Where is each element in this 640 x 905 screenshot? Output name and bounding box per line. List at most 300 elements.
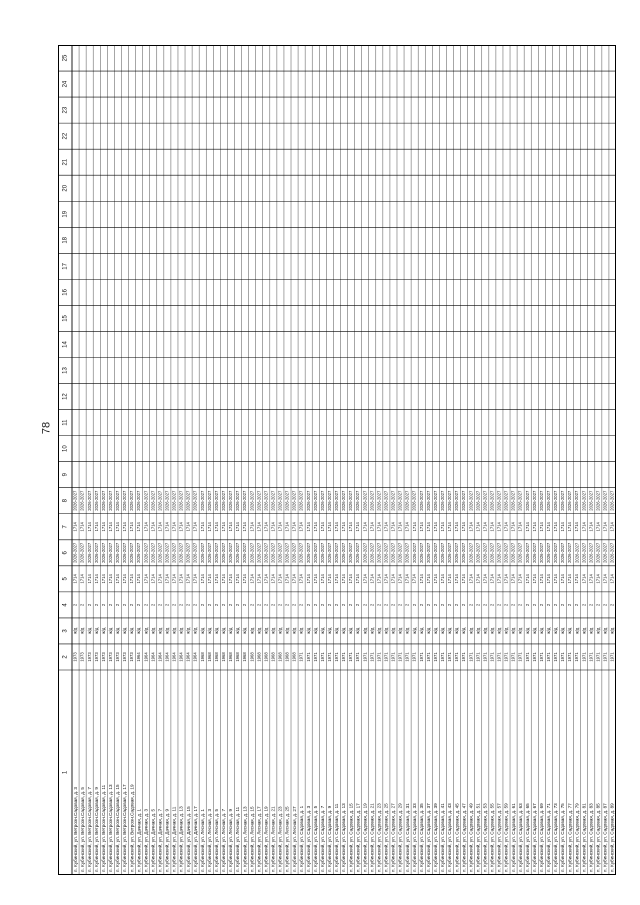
table-cell: 1973 [93, 652, 99, 662]
table-cell: 1714 [221, 522, 227, 532]
table-cell: 1714 [228, 522, 234, 532]
table-cell: 2 [72, 603, 78, 607]
table-cell: 1971 [517, 652, 523, 662]
table-cell: 1714 [326, 574, 332, 584]
table-cell: 1714 [171, 574, 177, 584]
table-cell: 2026-2027 [341, 490, 347, 511]
table-cell: 2026-2027 [305, 542, 311, 563]
table-cell: 1714 [256, 522, 262, 532]
table-cell: 1714 [376, 522, 382, 532]
table-cell: 2 [79, 603, 85, 607]
address-cell: п. Кубинский, ул. Садовая, д. 25 [383, 803, 389, 872]
table-cell: 1968 [199, 652, 205, 662]
table-cell: 1971 [602, 652, 608, 662]
table-cell: 2026-2027 [298, 542, 304, 563]
table-cell: 2026-2027 [581, 490, 587, 511]
table-cell: 1714 [447, 522, 453, 532]
table-cell: 2026-2027 [531, 542, 537, 563]
table-cell: ж/д [348, 627, 354, 635]
table-cell: 2026-2027 [545, 490, 551, 511]
table-cell: 2026-2027 [263, 542, 269, 563]
table-cell: 2 [164, 603, 170, 607]
table-cell: 1973 [115, 652, 121, 662]
table-cell: ж/д [545, 627, 551, 635]
address-cell: п. Кубинский, ул. Дачная, д. 15 [185, 806, 191, 872]
table-cell: ж/д [192, 627, 198, 635]
table-cell: 2 [531, 603, 537, 607]
table-cell: 2026-2027 [334, 542, 340, 563]
table-cell: 2026-2027 [489, 542, 495, 563]
address-cell: п. Кубинский, ул. Садовая, д. 47 [461, 803, 467, 872]
table-cell: 2026-2027 [475, 490, 481, 511]
table-cell: 1714 [411, 522, 417, 532]
table-cell: 1714 [164, 574, 170, 584]
table-cell: ж/д [447, 627, 453, 635]
table-cell: 2 [538, 603, 544, 607]
table-cell: 1714 [560, 574, 566, 584]
address-cell: п. Кубинский, ул. Садовая, д. 59 [503, 803, 509, 872]
table-cell: 1714 [369, 574, 375, 584]
table-cell: ж/д [79, 627, 85, 635]
table-cell: 1714 [496, 522, 502, 532]
table-cell: 2 [348, 603, 354, 607]
table-cell: 1714 [235, 522, 241, 532]
address-cell: п. Кубинский, ул. Ветроэн.Садовая, д. 3 [72, 787, 78, 872]
table-cell: 1714 [206, 574, 212, 584]
table-cell: ж/д [326, 627, 332, 635]
address-cell: п. Кубинский, ул. Садовая, д. 29 [397, 803, 403, 872]
table-cell: 1714 [334, 522, 340, 532]
table-cell: 2 [553, 603, 559, 607]
table-cell: 1714 [588, 574, 594, 584]
table-cell: 1714 [312, 574, 318, 584]
table-cell: ж/д [150, 627, 156, 635]
column-number: 2 [62, 655, 69, 659]
table-cell: 2026-2027 [284, 542, 290, 563]
table-cell: 1714 [277, 574, 283, 584]
table-cell: 2026-2027 [454, 542, 460, 563]
table-cell: ж/д [567, 627, 573, 635]
table-cell: 1714 [178, 522, 184, 532]
table-cell: ж/д [157, 627, 163, 635]
table-cell: ж/д [609, 627, 615, 635]
table-cell: 1971 [454, 652, 460, 662]
table-cell: 1714 [404, 522, 410, 532]
table-cell: 2026-2027 [185, 490, 191, 511]
table-cell: 2026-2027 [213, 490, 219, 511]
table-cell: 2 [574, 603, 580, 607]
table-cell: 1714 [390, 522, 396, 532]
table-cell: ж/д [390, 627, 396, 635]
table-cell: 1714 [86, 522, 92, 532]
table-svg [58, 45, 616, 875]
column-number: 11 [62, 419, 69, 426]
table-cell: ж/д [581, 627, 587, 635]
table-cell: 1714 [482, 522, 488, 532]
table-cell: 2026-2027 [531, 490, 537, 511]
table-cell: ж/д [595, 627, 601, 635]
table-cell: 1714 [143, 522, 149, 532]
table-cell: 2026-2027 [404, 490, 410, 511]
table-cell: 2 [143, 603, 149, 607]
table-cell: 1714 [185, 574, 191, 584]
table-cell: 1714 [574, 522, 580, 532]
table-cell: 2 [263, 603, 269, 607]
table-cell: 2026-2027 [129, 490, 135, 511]
table-cell: 1714 [411, 574, 417, 584]
address-cell: п. Кубинский, ул. Дачная, д. 11 [171, 806, 177, 872]
address-cell: п. Кубинский, ул. Дачная, д. 1 [136, 808, 142, 872]
table-cell: 1714 [277, 522, 283, 532]
column-number: 1 [62, 770, 69, 775]
table-cell: 2 [86, 603, 92, 607]
table-cell: 1714 [348, 574, 354, 584]
table-cell: 1714 [164, 522, 170, 532]
table-cell: 1714 [72, 574, 78, 584]
table-cell: 2026-2027 [122, 542, 128, 563]
address-cell: п. Кубинский, ул. Садовая, д. 39 [433, 803, 439, 872]
table-cell: ж/д [538, 627, 544, 635]
table-cell: ж/д [305, 627, 311, 635]
table-cell: 2 [298, 603, 304, 607]
address-cell: п. Кубинский, ул. Дачная, д. 5 [150, 808, 156, 872]
address-cell: п. Кубинский, ул. Ветроэн.Садовая, д. 15 [115, 784, 121, 872]
table-cell: 1714 [115, 522, 121, 532]
table-cell: 1714 [228, 574, 234, 584]
table-cell: 2026-2027 [150, 490, 156, 511]
table-cell: 2 [206, 603, 212, 607]
address-cell: п. Кубинский, ул. Лесная, д. 15 [249, 806, 255, 872]
column-number: 22 [62, 132, 69, 140]
address-cell: п. Кубинский, ул. Садовая, д. 89 [609, 803, 615, 872]
table-cell: 2026-2027 [164, 542, 170, 563]
table-cell: 1714 [560, 522, 566, 532]
table-cell: 2 [397, 603, 403, 607]
address-cell: п. Кубинский, ул. Ветроэн.Садовая, д. 19 [129, 784, 135, 872]
table-cell: ж/д [383, 627, 389, 635]
address-cell: п. Кубинский, ул. Садовая, д. 9 [327, 805, 333, 872]
table-cell: 1714 [122, 574, 128, 584]
table-cell: 2 [517, 603, 523, 607]
table-cell: 2 [122, 603, 128, 607]
table-cell: ж/д [256, 627, 262, 635]
table-cell: 1971 [482, 652, 488, 662]
table-border [59, 46, 616, 875]
address-cell: п. Кубинский, ул. Лесная, д. 21 [270, 806, 276, 872]
table-cell: 1968 [242, 652, 248, 662]
table-cell: 1714 [319, 522, 325, 532]
table-cell: ж/д [319, 627, 325, 635]
table-cell: 2026-2027 [496, 542, 502, 563]
column-number: 25 [62, 54, 69, 62]
table-cell: 2026-2027 [72, 542, 78, 563]
table-cell: 2026-2027 [242, 542, 248, 563]
table-cell: 1714 [432, 574, 438, 584]
column-number: 15 [62, 315, 69, 322]
table-cell: 1714 [298, 522, 304, 532]
table-cell: 2026-2027 [312, 490, 318, 511]
table-cell: 1714 [100, 522, 106, 532]
table-cell: 2 [447, 603, 453, 607]
table-cell: 1714 [390, 574, 396, 584]
table-cell: 1714 [86, 574, 92, 584]
table-cell: 2026-2027 [482, 490, 488, 511]
table-cell: 2026-2027 [157, 542, 163, 563]
column-number: 8 [62, 499, 69, 503]
table-cell: 1714 [100, 574, 106, 584]
table-cell: 2026-2027 [567, 490, 573, 511]
table-cell: ж/д [122, 627, 128, 635]
table-cell: 1714 [93, 574, 99, 584]
table-cell: 1971 [567, 652, 573, 662]
address-cell: п. Кубинский, ул. Садовая, д. 17 [355, 803, 361, 872]
column-number: 4 [62, 603, 69, 607]
table-cell: 2026-2027 [397, 542, 403, 563]
column-number: 23 [62, 106, 69, 114]
table-cell: 1714 [150, 522, 156, 532]
table-cell: ж/д [341, 627, 347, 635]
table-cell: 2026-2027 [129, 542, 135, 563]
table-cell: 2026-2027 [348, 490, 354, 511]
address-cell: п. Кубинский, ул. Лесная, д. 9 [228, 808, 234, 872]
table-cell: 1971 [418, 652, 424, 662]
table-cell: ж/д [263, 627, 269, 635]
table-cell: ж/д [298, 627, 304, 635]
table-cell: 1714 [418, 522, 424, 532]
table-cell: 1971 [425, 652, 431, 662]
table-cell: 1714 [510, 574, 516, 584]
table-cell: 2026-2027 [206, 542, 212, 563]
table-cell: 1714 [305, 574, 311, 584]
table-cell: 1714 [136, 574, 142, 584]
table-cell: 2 [115, 603, 121, 607]
table-cell: 2026-2027 [270, 542, 276, 563]
table-cell: 1714 [355, 522, 361, 532]
table-cell: 2026-2027 [355, 490, 361, 511]
table-cell: 2026-2027 [235, 542, 241, 563]
table-cell: 1714 [107, 522, 113, 532]
table-cell: 2026-2027 [376, 542, 382, 563]
table-cell: 1964 [150, 652, 156, 662]
table-cell: ж/д [178, 627, 184, 635]
table-cell: 1714 [171, 522, 177, 532]
table-cell: 2 [411, 603, 417, 607]
table-cell: 2026-2027 [355, 542, 361, 563]
column-number: 14 [62, 341, 69, 348]
column-number: 12 [62, 393, 69, 400]
column-number: 3 [62, 629, 69, 633]
page-number: 78 [40, 421, 53, 435]
table-cell: 1971 [447, 652, 453, 662]
table-cell: 1714 [235, 574, 241, 584]
table-cell: 1714 [524, 574, 530, 584]
table-cell: ж/д [242, 627, 248, 635]
address-cell: п. Кубинский, ул. Лесная, д. 1 [199, 808, 205, 872]
table-cell: 1968 [213, 652, 219, 662]
table-cell: 2 [489, 603, 495, 607]
address-cell: п. Кубинский, ул. Садовая, д. 53 [482, 803, 488, 872]
table-cell: 2026-2027 [171, 490, 177, 511]
table-cell: 1971 [609, 652, 615, 662]
table-cell: 1714 [249, 522, 255, 532]
table-cell: 1714 [553, 574, 559, 584]
table-cell: 1973 [72, 652, 78, 662]
column-number: 13 [62, 367, 69, 374]
table-cell: 1971 [531, 652, 537, 662]
table-cell: 2026-2027 [411, 542, 417, 563]
table-cell: 1714 [362, 574, 368, 584]
table-cell: ж/д [277, 627, 283, 635]
table-cell: 1714 [341, 522, 347, 532]
address-cell: п. Кубинский, ул. Садовая, д. 33 [411, 803, 417, 872]
address-cell: п. Кубинский, ул. Садовая, д. 1 [298, 805, 304, 872]
table-cell: 1714 [545, 522, 551, 532]
address-cell: п. Кубинский, ул. Садовая, д. 3 [305, 805, 311, 872]
table-cell: ж/д [510, 627, 516, 635]
table-cell: 1971 [545, 652, 551, 662]
table-cell: 2026-2027 [256, 542, 262, 563]
table-cell: ж/д [171, 627, 177, 635]
table-cell: 1714 [312, 522, 318, 532]
table-cell: 1968 [235, 652, 241, 662]
table-cell: 2026-2027 [588, 542, 594, 563]
table-cell: 1968 [221, 652, 227, 662]
table-cell: 2026-2027 [588, 490, 594, 511]
table-cell: 1714 [291, 522, 297, 532]
table-cell: 2026-2027 [475, 542, 481, 563]
table-cell: 2 [256, 603, 262, 607]
table-cell: 2026-2027 [291, 490, 297, 511]
table-cell: 1714 [72, 522, 78, 532]
table-cell: 2026-2027 [489, 490, 495, 511]
table-cell: 2026-2027 [319, 542, 325, 563]
table-cell: 1973 [129, 652, 135, 662]
table-cell: 2026-2027 [447, 490, 453, 511]
table-cell: 1714 [588, 522, 594, 532]
address-cell: п. Кубинский, ул. Лесная, д. 11 [235, 806, 241, 872]
address-cell: п. Кубинский, ул. Садовая, д. 15 [348, 803, 354, 872]
table-cell: 1971 [574, 652, 580, 662]
address-cell: п. Кубинский, ул. Лесная, д. 25 [284, 806, 290, 872]
table-cell: ж/д [517, 627, 523, 635]
table-cell: ж/д [143, 627, 149, 635]
table-cell: 2 [242, 603, 248, 607]
table-cell: 1714 [595, 574, 601, 584]
table-cell: 2026-2027 [418, 490, 424, 511]
column-number: 20 [62, 184, 69, 192]
table-cell: 2026-2027 [348, 542, 354, 563]
address-cell: п. Кубинский, ул. Ветроэн.Садовая, д. 5 [79, 787, 85, 872]
address-cell: п. Кубинский, ул. Лесная, д. 5 [214, 808, 220, 872]
table-cell: 1971 [404, 652, 410, 662]
table-cell: 1714 [475, 574, 481, 584]
table-cell: 1714 [581, 522, 587, 532]
table-cell: 1714 [609, 522, 615, 532]
table-cell: 2 [369, 603, 375, 607]
table-cell: 2026-2027 [468, 490, 474, 511]
table-cell: 2 [496, 603, 502, 607]
table-cell: 2026-2027 [93, 542, 99, 563]
table-cell: 2026-2027 [397, 490, 403, 511]
address-cell: п. Кубинский, ул. Садовая, д. 73 [553, 803, 559, 872]
table-cell: 1714 [115, 574, 121, 584]
table-cell: 1714 [581, 574, 587, 584]
address-cell: п. Кубинский, ул. Садовая, д. 19 [362, 803, 368, 872]
table-cell: 1971 [496, 652, 502, 662]
table-cell: 1714 [199, 574, 205, 584]
table-cell: 1971 [468, 652, 474, 662]
table-cell: 1714 [489, 574, 495, 584]
table-cell: 1714 [510, 522, 516, 532]
table-cell: 2026-2027 [291, 542, 297, 563]
table-cell: ж/д [588, 627, 594, 635]
table-cell: 2 [270, 603, 276, 607]
table-cell: 2 [567, 603, 573, 607]
table-cell: 2 [383, 603, 389, 607]
table-cell: 2026-2027 [221, 542, 227, 563]
table-cell: 2026-2027 [72, 490, 78, 511]
table-cell: 1714 [178, 574, 184, 584]
table-cell: 2026-2027 [143, 542, 149, 563]
table-cell: 2026-2027 [100, 542, 106, 563]
table-cell: 2026-2027 [362, 542, 368, 563]
table-cell: 2 [129, 603, 135, 607]
table-cell: 2 [581, 603, 587, 607]
table-cell: 1971 [348, 652, 354, 662]
table-cell: ж/д [425, 627, 431, 635]
column-number: 21 [62, 158, 69, 166]
table-cell: 1714 [334, 574, 340, 584]
table-cell: 1714 [341, 574, 347, 584]
table-cell: 2026-2027 [390, 490, 396, 511]
table-cell: ж/д [468, 627, 474, 635]
table-cell: 1714 [404, 574, 410, 584]
table-cell: 2026-2027 [609, 490, 615, 511]
table-cell: 2 [588, 603, 594, 607]
table-cell: 1714 [348, 522, 354, 532]
table-cell: ж/д [136, 627, 142, 635]
table-cell: 1964 [185, 652, 191, 662]
table-cell: 2026-2027 [79, 542, 85, 563]
table-cell: 2026-2027 [206, 490, 212, 511]
address-cell: п. Кубинский, ул. Ветроэн.Садовая, д. 11 [101, 784, 107, 872]
table-cell: 1714 [538, 574, 544, 584]
table-cell: 1971 [440, 652, 446, 662]
table-cell: 1714 [545, 574, 551, 584]
table-cell: 1964 [157, 652, 163, 662]
address-cell: п. Кубинский, ул. Лесная, д. 3 [206, 808, 212, 872]
table-cell: ж/д [432, 627, 438, 635]
table-cell: 1971 [390, 652, 396, 662]
table-cell: ж/д [213, 627, 219, 635]
table-cell: 2026-2027 [574, 542, 580, 563]
table-cell: 2026-2027 [115, 490, 121, 511]
table-cell: 2 [171, 603, 177, 607]
table-cell: 2026-2027 [545, 542, 551, 563]
table-cell: ж/д [369, 627, 375, 635]
table-cell: 2026-2027 [164, 490, 170, 511]
table-cell: 1971 [334, 652, 340, 662]
table-cell: 2 [136, 603, 142, 607]
address-cell: п. Кубинский, ул. Садовая, д. 51 [475, 803, 481, 872]
address-cell: п. Кубинский, ул. Садовая, д. 83 [588, 803, 594, 872]
table-cell: 2026-2027 [383, 490, 389, 511]
address-cell: п. Кубинский, ул. Дачная, д. 17 [192, 806, 198, 872]
table-cell: 1714 [213, 522, 219, 532]
table-cell: 2026-2027 [115, 542, 121, 563]
table-cell: 1714 [418, 574, 424, 584]
table-cell: 2026-2027 [432, 490, 438, 511]
